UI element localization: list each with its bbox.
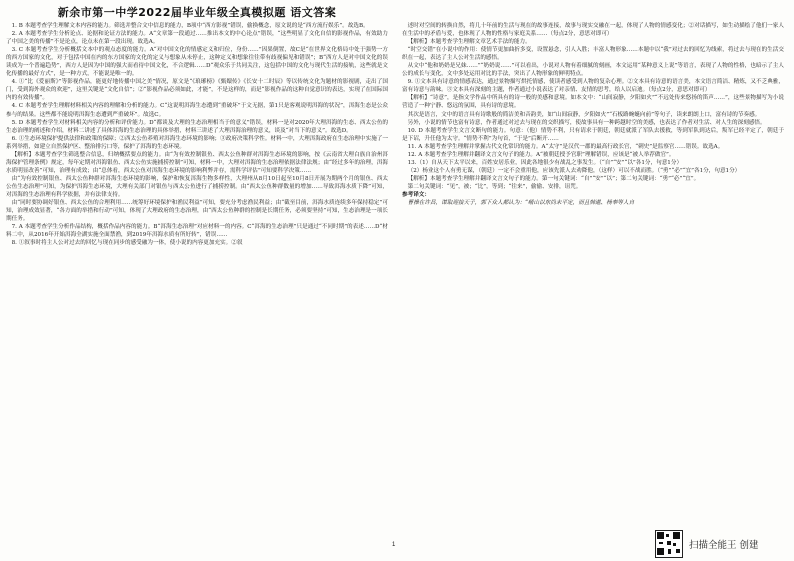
reference-translation-heading: 参考译文： (402, 191, 430, 198)
answer-paragraph: 1. B 本题考查学生理解文本内容的能力。筛选并整合文中信息的能力，B项中“西方影视”错误，偷换概念，原文说的是“西方流行娱乐”。故选B。 (11, 23, 369, 29)
document-title: 新余市第一中学2022届毕业年级全真模拟题 语文答案 (57, 6, 337, 19)
answer-paragraph: 述时对空间的转换自然，将几十年前的生活与现在的故事连接，故事与现实交融在一起，体现了人物的情感变化；②对话描写，如生动描绘了他们一家人在生活中的矛盾与爱，也体现了人物的性格与家庭关系……（每点2分，意思对即可） (402, 23, 784, 38)
answer-paragraph: （2）杨业这个人有勇无谋，（朝廷）一定不会重用他，应该先派人去劝降他，（这样）可以不战而胜。（“勇”“必”“宜”各1分，句意1分） (407, 167, 741, 174)
answer-paragraph: 5. D 本题考查学生对材料相关内容的分析和评价能力。D“都谈及大理的生态治理相当于的意义”错误，材料一是对2020年大理洱海的生态、西太公鱼的生态治理的阐述和介绍，材料二讲述了具体洱海的生态治理的具体举措，材料三讲述了大理洱海治理的意义，谈及“对当下的意义”。故选D。 (6, 119, 388, 134)
answer-paragraph: 3. C 本题考查学生分析概括文本中的观点态度的能力。A“对中国文化的情感定义和归位，身份……”因果倒置，故C是“在世界文化格局中处于强势一方的西方国家的文化，对于包括中国在内的东方国家的文化的定义与想象从未停止，这种定义和想象往往带有歧视偏见和错误”；B“西方人是对中国文化的误读成为一个普遍趋势”，西方人是因为中国的强大而看待中国文化，不合逻辑……D“观众乐于共同关注，这包括中国的文化与现代生活的接轨，这些就是文化传播的最好方式”，是一种方式，不能说是唯一的。 (6, 47, 388, 78)
answer-paragraph: 4. C 本题考查学生理解材料相关内容的理解和分析的能力。C“这说明洱海生态遭到“重破坏”于文无据，第1只是客观说明洱海的状况”，洱海生态是公众参与的结果。这些都不能说明洱海生态遭到严重破坏”。故选C。 (6, 103, 388, 118)
reference-translation-text: 曹操在许昌，谋取迎接天子，郭下众人都认为：“崤山以东尚未平定，而且韩暹、杨奉等人自 (407, 200, 635, 207)
answer-paragraph: 8. ①叙事时将主人公对过去的回忆与现在同步的感受融为一体，使小说的内容更加充实。②叙 (11, 240, 243, 247)
answer-paragraph: 【解析】本题考查学生筛选整合信息，归纳概括要点的能力。由“为有效控制银鱼、西太公鱼种群对洱海生态环境的影响，按《云南省大理白族自治州洱海保护管理条例》规定，每年定期对洱海银鱼、西太公鱼实施捕捞控制”可知，材料一中，大理对洱海的生态治理依据法律法规；由“经过多年的治理，洱海水质明显改善”可知，治理有成效；由“总体看，西太公鱼对洱海生态环境的影响利弊并存，需科学评估”可知要科学决策…… (6, 151, 388, 174)
answer-paragraph: 另外，小说的情节也富有诗意，作者通过对过去与现在的交织描写，使故事具有一种跨越时空的美感，也表达了作者对生活、对人生的深刻感悟。 (407, 119, 766, 126)
answer-paragraph: 9. ①文本具有诗意的情感表达，通过景物描写烘托情感，使读者感受到人物的复杂心理。②文本具有诗意的语言美，本文语言简洁、精炼，又不乏典雅，富有诗意与韵味。③文本具有深刻的主题，作者通过小说表达了对亲情、友情的思考，给人以启迪。（每点2分，意思对即可） (402, 79, 784, 94)
answer-paragraph: 4. ①“比《爱丽斯》”等影视作品，能更好地传播中国之美”情况，原文是“《琅琊榜》《甄嬛传》《长安十二时辰》等以传统文化为题材的影视剧，走出了国门，受到海外观众的欢迎”，这里关键是“文化自信”；②“影视作品必须如此，才能”，不是这样的，而是“影视作品的这种自觉意识的表达，实现了在国际国内的有效传播”。 (6, 79, 388, 102)
answer-paragraph: 12. A 本题考查学生理解并翻译文言文句子的能力。A“被朝廷授予官职”理解错误，应该是“被人举荐做官”。 (407, 151, 675, 158)
answer-paragraph: 10. D 本题考查学生文言文断句的能力。句意：（他）情势不利，只有请求于朝廷，朝廷就派了军队去援救，等到军队到达后，叛军已经平定了，朝廷于是下诏，升任他为太守。“情势不利”为句首，“于是”后断开…… (402, 127, 784, 142)
answer-paragraph: 【解析】本题考查学生理解文章艺术手法的能力。 (407, 39, 531, 46)
brand-text: 扫描全能王 创建 (689, 540, 759, 551)
answer-paragraph: 第二句关键词：“见”，被；“比”，等到；“往来”，偷偷、安排，诅咒。 (407, 183, 582, 190)
page-number: 1 (392, 542, 396, 548)
answer-paragraph: 其次是语言，文中的语言具有诗歌般的简洁美和音韵美，如“山间寂静，夕阳如火”“石板路蜿蜒向前”等句子，读来朗朗上口，富有诗的节奏感。 (407, 111, 761, 118)
answer-paragraph: 6. ①生态环境保护提供法律和政策的保障；②西太公鱼养殖对洱海生态环境的影响；③政府决策科学性。材料一中，大理洱海政府在生态治理中实施了一系列举措，如建立自然保护区、整治排污口等，保护了洱海的生态环境。 (6, 135, 388, 150)
answer-paragraph: 由“同时要协调好银鱼、西太公鱼的合理利用……统筹好环境保护和渔民利益”可知，要充分考虑渔民利益；由“截至目前，洱海水质连续多年保持稳定”可知，治理成效显著，“各方面的举措和行动”可知，体现了大理政府的生态治理，由“西太公鱼种群的控制是长期任务，必须要坚持”可知，生态治理是一项长期任务。 (6, 200, 388, 223)
answer-paragraph: 11. A 本题考查学生理解并掌握古代文化常识的能力。A“太守”是汉代一郡的最高行政长官，“刺史”是监察官……错误。故选A。 (407, 143, 724, 150)
answer-paragraph: 【解析】“诗意”，是指文学作品中所具有的诗一般的美感和意境。如本文中：“山间寂静，夕阳如火”“不远处传来悠扬的笛声……”，这些景物描写为小说营造了一种宁静、悠远的氛围，具有诗的意境。 (402, 95, 784, 110)
answer-paragraph: “时空交错”在小说中的作用：使情节更加曲折多变，设置悬念，引人入胜；丰富人物形象……本题中以“我”对过去的回忆为线索，将过去与现在的生活交织在一起，表达了主人公对生活的感悟。 (402, 47, 784, 62)
answer-paragraph: 7. A 本题考查学生分析作品结构，概括作品内容的能力。B“洱海生态治理”对应材料一的内容。C“洱海的生态治理”只是通过“不同时期”的表述……D“材料二中，从2016年开始洱海全湖实施全面禁渔，到2019年洱海水质有所好转”，错误…… (6, 224, 388, 239)
answer-paragraph: 2. A 本题考查学生分析论点、论据和论证方法的能力。A“文章第一段通过……推出本文的中心论点”错误，“这些明显了文化自信的影视作品，有效助力了中国之美的传播”不是论点，论点未在第一段出现。故选A。 (6, 31, 388, 46)
answer-paragraph: 13.（1）自从天下太平以来，百姓安居乐业，因此各地很少有战乱之事发生。（“自”“安”“以”各1分，句意1分） (407, 159, 683, 166)
scanner-watermark (655, 530, 759, 558)
left-column (6, 22, 388, 554)
right-column (402, 22, 784, 542)
qr-code-icon (655, 530, 683, 558)
answer-paragraph: 【解析】本题考查学生理解并翻译文言文句子的能力。第一句关键词：“自”“安”“以”；第二句关键词：“勇”“必”“宜”。 (407, 175, 700, 182)
answer-paragraph: 从文中“他和奶奶是兄妹……”“奶奶说……”可以看出，小说对人物有着细腻的刻画，本文运用“某种意义上说”等语言，表现了人物的性格，也暗示了主人公的成长与变化，文中多处运用对比的手法，突出了人物形象的鲜明特点。 (402, 63, 784, 78)
answer-paragraph: 由“为有效控制银鱼、西太公鱼种群对洱海生态环境的影响，保护和恢复洱海生物多样性，大理州从8月10日起至10月8日开展为期两个月的银鱼、西太公鱼生态治理”可知，为保护洱海生态环境，大理有关部门对银鱼与西太公鱼进行了捕捞控制。由“西太公鱼种群数量的增加……导致洱海水质下降”可知，对洱海的生态治理有科学依据，并有法律支持。 (6, 175, 388, 198)
